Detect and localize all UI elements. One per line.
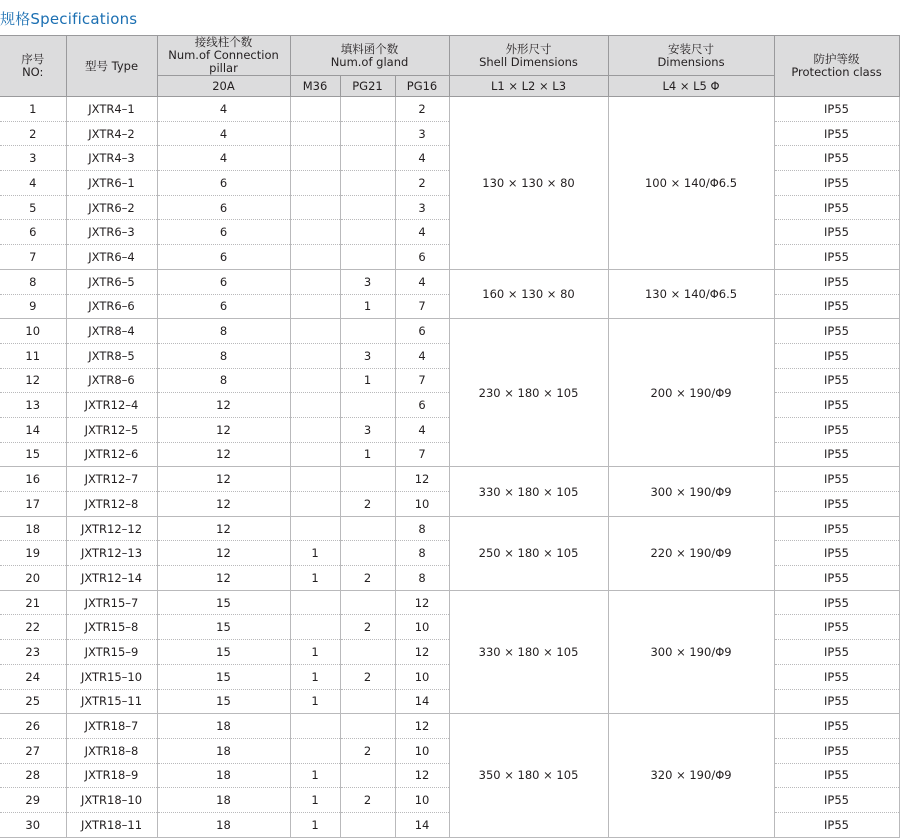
cell-protection: IP55 <box>774 763 899 788</box>
cell-pg16: 2 <box>395 97 449 122</box>
cell-no: 2 <box>0 121 66 146</box>
cell-no: 7 <box>0 245 66 270</box>
cell-pg16: 10 <box>395 738 449 763</box>
cell-no: 10 <box>0 319 66 344</box>
cell-protection: IP55 <box>774 269 899 294</box>
cell-protection: IP55 <box>774 541 899 566</box>
cell-type: JXTR15–8 <box>66 615 157 640</box>
cell-pillar: 15 <box>157 615 290 640</box>
cell-pg16: 3 <box>395 121 449 146</box>
cell-no: 4 <box>0 171 66 196</box>
cell-type: JXTR12–4 <box>66 393 157 418</box>
cell-pg21 <box>340 590 395 615</box>
cell-no: 9 <box>0 294 66 319</box>
cell-pg16: 10 <box>395 615 449 640</box>
cell-pg21: 1 <box>340 442 395 467</box>
header-protection-en: Protection class <box>791 65 882 79</box>
cell-m36 <box>290 146 340 171</box>
cell-pg21: 3 <box>340 343 395 368</box>
header-protection <box>774 36 899 97</box>
cell-pg21 <box>340 245 395 270</box>
cell-protection: IP55 <box>774 714 899 739</box>
cell-protection: IP55 <box>774 343 899 368</box>
cell-type: JXTR15–7 <box>66 590 157 615</box>
cell-no: 26 <box>0 714 66 739</box>
cell-pg16: 14 <box>395 689 449 714</box>
cell-pillar: 18 <box>157 714 290 739</box>
cell-install-dimensions: 300 × 190/Φ9 <box>608 467 774 516</box>
cell-pg21 <box>340 121 395 146</box>
cell-protection: IP55 <box>774 664 899 689</box>
cell-pg21 <box>340 467 395 492</box>
cell-type: JXTR18–11 <box>66 812 157 837</box>
table-body <box>0 97 899 838</box>
cell-m36 <box>290 195 340 220</box>
cell-m36 <box>290 442 340 467</box>
cell-no: 5 <box>0 195 66 220</box>
cell-no: 24 <box>0 664 66 689</box>
cell-protection: IP55 <box>774 615 899 640</box>
cell-pg16: 7 <box>395 368 449 393</box>
cell-no: 20 <box>0 566 66 591</box>
cell-type: JXTR4–1 <box>66 97 157 122</box>
cell-m36 <box>290 319 340 344</box>
cell-pg21 <box>340 171 395 196</box>
cell-m36 <box>290 245 340 270</box>
cell-pg16: 12 <box>395 640 449 665</box>
header-gland-m36: M36 <box>290 76 340 97</box>
cell-pillar: 12 <box>157 566 290 591</box>
cell-m36: 1 <box>290 763 340 788</box>
cell-pg16: 3 <box>395 195 449 220</box>
cell-type: JXTR18–8 <box>66 738 157 763</box>
table-row <box>0 269 899 294</box>
header-no-zh: 序号 <box>21 52 45 66</box>
cell-m36 <box>290 121 340 146</box>
cell-m36: 1 <box>290 812 340 837</box>
cell-pillar: 12 <box>157 492 290 517</box>
cell-m36: 1 <box>290 788 340 813</box>
cell-pg21: 2 <box>340 788 395 813</box>
cell-no: 11 <box>0 343 66 368</box>
header-pillar-zh: 接线柱个数 <box>194 35 253 49</box>
cell-m36 <box>290 516 340 541</box>
cell-pg16: 6 <box>395 245 449 270</box>
cell-protection: IP55 <box>774 738 899 763</box>
cell-pillar: 15 <box>157 590 290 615</box>
cell-shell-dimensions: 330 × 180 × 105 <box>449 590 608 713</box>
cell-m36 <box>290 220 340 245</box>
cell-shell-dimensions: 250 × 180 × 105 <box>449 516 608 590</box>
cell-m36 <box>290 615 340 640</box>
cell-type: JXTR12–13 <box>66 541 157 566</box>
cell-pg21: 2 <box>340 615 395 640</box>
cell-no: 25 <box>0 689 66 714</box>
cell-pg21 <box>340 195 395 220</box>
table-row <box>0 590 899 615</box>
cell-pillar: 8 <box>157 368 290 393</box>
header-install-en: Dimensions <box>657 54 725 69</box>
cell-pg16: 4 <box>395 269 449 294</box>
cell-type: JXTR12–12 <box>66 516 157 541</box>
table-row <box>0 319 899 344</box>
cell-m36 <box>290 492 340 517</box>
cell-type: JXTR12–7 <box>66 467 157 492</box>
cell-protection: IP55 <box>774 516 899 541</box>
cell-protection: IP55 <box>774 121 899 146</box>
cell-protection: IP55 <box>774 590 899 615</box>
cell-no: 27 <box>0 738 66 763</box>
cell-pg16: 12 <box>395 467 449 492</box>
cell-protection: IP55 <box>774 220 899 245</box>
cell-type: JXTR6–4 <box>66 245 157 270</box>
cell-pillar: 15 <box>157 689 290 714</box>
cell-protection: IP55 <box>774 195 899 220</box>
cell-no: 14 <box>0 417 66 442</box>
header-install-sub: L4 × L5 Φ <box>608 76 774 97</box>
header-install <box>608 36 774 76</box>
cell-type: JXTR12–14 <box>66 566 157 591</box>
cell-pg16: 14 <box>395 812 449 837</box>
cell-pg21: 2 <box>340 738 395 763</box>
cell-pillar: 6 <box>157 195 290 220</box>
cell-type: JXTR12–8 <box>66 492 157 517</box>
cell-protection: IP55 <box>774 319 899 344</box>
cell-m36 <box>290 738 340 763</box>
cell-pillar: 8 <box>157 319 290 344</box>
cell-shell-dimensions: 130 × 130 × 80 <box>449 97 608 270</box>
cell-type: JXTR6–6 <box>66 294 157 319</box>
cell-pillar: 6 <box>157 245 290 270</box>
cell-pg16: 4 <box>395 220 449 245</box>
cell-type: JXTR8–6 <box>66 368 157 393</box>
cell-m36 <box>290 714 340 739</box>
cell-m36 <box>290 269 340 294</box>
cell-pg16: 7 <box>395 294 449 319</box>
header-protection-zh: 防护等级 <box>813 52 860 66</box>
cell-m36 <box>290 343 340 368</box>
cell-pg21 <box>340 97 395 122</box>
cell-pillar: 4 <box>157 97 290 122</box>
cell-no: 22 <box>0 615 66 640</box>
cell-pg21 <box>340 146 395 171</box>
cell-pillar: 12 <box>157 442 290 467</box>
cell-pg21 <box>340 393 395 418</box>
cell-protection: IP55 <box>774 417 899 442</box>
table-header <box>0 36 899 97</box>
cell-pg21: 2 <box>340 566 395 591</box>
cell-no: 1 <box>0 97 66 122</box>
cell-protection: IP55 <box>774 492 899 517</box>
cell-pg21 <box>340 763 395 788</box>
cell-type: JXTR6–5 <box>66 269 157 294</box>
cell-install-dimensions: 200 × 190/Φ9 <box>608 319 774 467</box>
cell-type: JXTR6–1 <box>66 171 157 196</box>
cell-protection: IP55 <box>774 689 899 714</box>
cell-pg16: 10 <box>395 492 449 517</box>
header-shell <box>449 36 608 76</box>
cell-pillar: 18 <box>157 812 290 837</box>
cell-pg16: 8 <box>395 516 449 541</box>
cell-pg16: 4 <box>395 146 449 171</box>
cell-m36 <box>290 467 340 492</box>
cell-type: JXTR12–5 <box>66 417 157 442</box>
cell-protection: IP55 <box>774 788 899 813</box>
cell-type: JXTR4–2 <box>66 121 157 146</box>
cell-no: 28 <box>0 763 66 788</box>
cell-pillar: 18 <box>157 788 290 813</box>
header-type: 型号 Type <box>66 36 157 97</box>
cell-pillar: 12 <box>157 516 290 541</box>
header-shell-zh: 外形尺寸 <box>505 41 552 56</box>
header-gland-pg21: PG21 <box>340 76 395 97</box>
cell-protection: IP55 <box>774 467 899 492</box>
header-shell-sub: L1 × L2 × L3 <box>449 76 608 97</box>
cell-m36: 1 <box>290 541 340 566</box>
header-install-zh: 安装尺寸 <box>668 41 715 56</box>
cell-pillar: 6 <box>157 171 290 196</box>
header-no <box>0 36 66 97</box>
cell-type: JXTR8–5 <box>66 343 157 368</box>
cell-no: 30 <box>0 812 66 837</box>
cell-pg21 <box>340 319 395 344</box>
cell-protection: IP55 <box>774 640 899 665</box>
cell-protection: IP55 <box>774 171 899 196</box>
cell-shell-dimensions: 230 × 180 × 105 <box>449 319 608 467</box>
cell-pg21 <box>340 689 395 714</box>
cell-type: JXTR4–3 <box>66 146 157 171</box>
cell-pg16: 6 <box>395 393 449 418</box>
cell-type: JXTR6–2 <box>66 195 157 220</box>
table-row <box>0 516 899 541</box>
cell-pg21 <box>340 812 395 837</box>
cell-pillar: 8 <box>157 343 290 368</box>
cell-m36 <box>290 97 340 122</box>
cell-type: JXTR8–4 <box>66 319 157 344</box>
cell-pg21: 3 <box>340 417 395 442</box>
cell-pg16: 6 <box>395 319 449 344</box>
cell-pillar: 18 <box>157 763 290 788</box>
header-pillar <box>157 36 290 76</box>
header-gland-pg16: PG16 <box>395 76 449 97</box>
cell-type: JXTR15–9 <box>66 640 157 665</box>
cell-shell-dimensions: 350 × 180 × 105 <box>449 714 608 837</box>
cell-no: 17 <box>0 492 66 517</box>
cell-m36: 1 <box>290 689 340 714</box>
table-row <box>0 467 899 492</box>
cell-m36: 1 <box>290 640 340 665</box>
cell-m36 <box>290 294 340 319</box>
cell-no: 16 <box>0 467 66 492</box>
header-no-en: NO: <box>22 65 44 79</box>
cell-m36 <box>290 171 340 196</box>
cell-pillar: 6 <box>157 220 290 245</box>
cell-pg16: 12 <box>395 590 449 615</box>
cell-pg16: 12 <box>395 763 449 788</box>
cell-pg21: 1 <box>340 294 395 319</box>
cell-protection: IP55 <box>774 97 899 122</box>
cell-no: 6 <box>0 220 66 245</box>
cell-pg16: 8 <box>395 541 449 566</box>
cell-pg21: 2 <box>340 492 395 517</box>
cell-pg16: 4 <box>395 417 449 442</box>
cell-pillar: 15 <box>157 640 290 665</box>
cell-m36: 1 <box>290 566 340 591</box>
cell-pg21: 3 <box>340 269 395 294</box>
header-pillar-20a: 20A <box>157 76 290 97</box>
cell-protection: IP55 <box>774 146 899 171</box>
cell-m36 <box>290 393 340 418</box>
table-row <box>0 714 899 739</box>
cell-shell-dimensions: 160 × 130 × 80 <box>449 269 608 318</box>
cell-pillar: 18 <box>157 738 290 763</box>
cell-type: JXTR12–6 <box>66 442 157 467</box>
cell-no: 18 <box>0 516 66 541</box>
cell-pillar: 15 <box>157 664 290 689</box>
cell-protection: IP55 <box>774 245 899 270</box>
cell-pillar: 6 <box>157 269 290 294</box>
cell-no: 8 <box>0 269 66 294</box>
cell-type: JXTR15–11 <box>66 689 157 714</box>
cell-pg16: 4 <box>395 343 449 368</box>
cell-no: 3 <box>0 146 66 171</box>
cell-pg16: 2 <box>395 171 449 196</box>
cell-pillar: 4 <box>157 146 290 171</box>
cell-pillar: 12 <box>157 393 290 418</box>
cell-no: 12 <box>0 368 66 393</box>
cell-install-dimensions: 300 × 190/Φ9 <box>608 590 774 713</box>
cell-protection: IP55 <box>774 393 899 418</box>
cell-m36 <box>290 590 340 615</box>
cell-pg21: 2 <box>340 664 395 689</box>
page-title: 规格Specifications <box>0 10 138 28</box>
cell-pg21 <box>340 541 395 566</box>
cell-install-dimensions: 130 × 140/Φ6.5 <box>608 269 774 318</box>
cell-shell-dimensions: 330 × 180 × 105 <box>449 467 608 516</box>
cell-no: 19 <box>0 541 66 566</box>
cell-pg16: 10 <box>395 664 449 689</box>
header-gland-zh: 填料函个数 <box>340 41 399 56</box>
header-gland <box>290 36 449 76</box>
header-gland-en: Num.of gland <box>330 54 409 69</box>
cell-pg21 <box>340 220 395 245</box>
cell-no: 15 <box>0 442 66 467</box>
cell-type: JXTR18–7 <box>66 714 157 739</box>
specifications-table <box>0 35 900 838</box>
cell-type: JXTR15–10 <box>66 664 157 689</box>
cell-pg16: 10 <box>395 788 449 813</box>
cell-pillar: 12 <box>157 541 290 566</box>
header-shell-en: Shell Dimensions <box>479 54 578 69</box>
cell-install-dimensions: 320 × 190/Φ9 <box>608 714 774 837</box>
cell-pg21 <box>340 640 395 665</box>
cell-install-dimensions: 220 × 190/Φ9 <box>608 516 774 590</box>
cell-m36 <box>290 417 340 442</box>
cell-install-dimensions: 100 × 140/Φ6.5 <box>608 97 774 270</box>
cell-type: JXTR6–3 <box>66 220 157 245</box>
table-row <box>0 97 899 122</box>
cell-type: JXTR18–10 <box>66 788 157 813</box>
cell-pg16: 7 <box>395 442 449 467</box>
cell-protection: IP55 <box>774 566 899 591</box>
header-pillar-en: Num.of Connection pillar <box>168 48 279 75</box>
cell-pillar: 12 <box>157 417 290 442</box>
cell-protection: IP55 <box>774 442 899 467</box>
cell-m36 <box>290 368 340 393</box>
cell-no: 29 <box>0 788 66 813</box>
cell-type: JXTR18–9 <box>66 763 157 788</box>
cell-protection: IP55 <box>774 812 899 837</box>
cell-no: 23 <box>0 640 66 665</box>
cell-pg16: 12 <box>395 714 449 739</box>
cell-pg21 <box>340 516 395 541</box>
cell-no: 13 <box>0 393 66 418</box>
cell-no: 21 <box>0 590 66 615</box>
cell-pillar: 6 <box>157 294 290 319</box>
cell-protection: IP55 <box>774 294 899 319</box>
cell-pillar: 4 <box>157 121 290 146</box>
cell-m36: 1 <box>290 664 340 689</box>
cell-pg16: 8 <box>395 566 449 591</box>
cell-pg21: 1 <box>340 368 395 393</box>
cell-pillar: 12 <box>157 467 290 492</box>
cell-protection: IP55 <box>774 368 899 393</box>
cell-pg21 <box>340 714 395 739</box>
